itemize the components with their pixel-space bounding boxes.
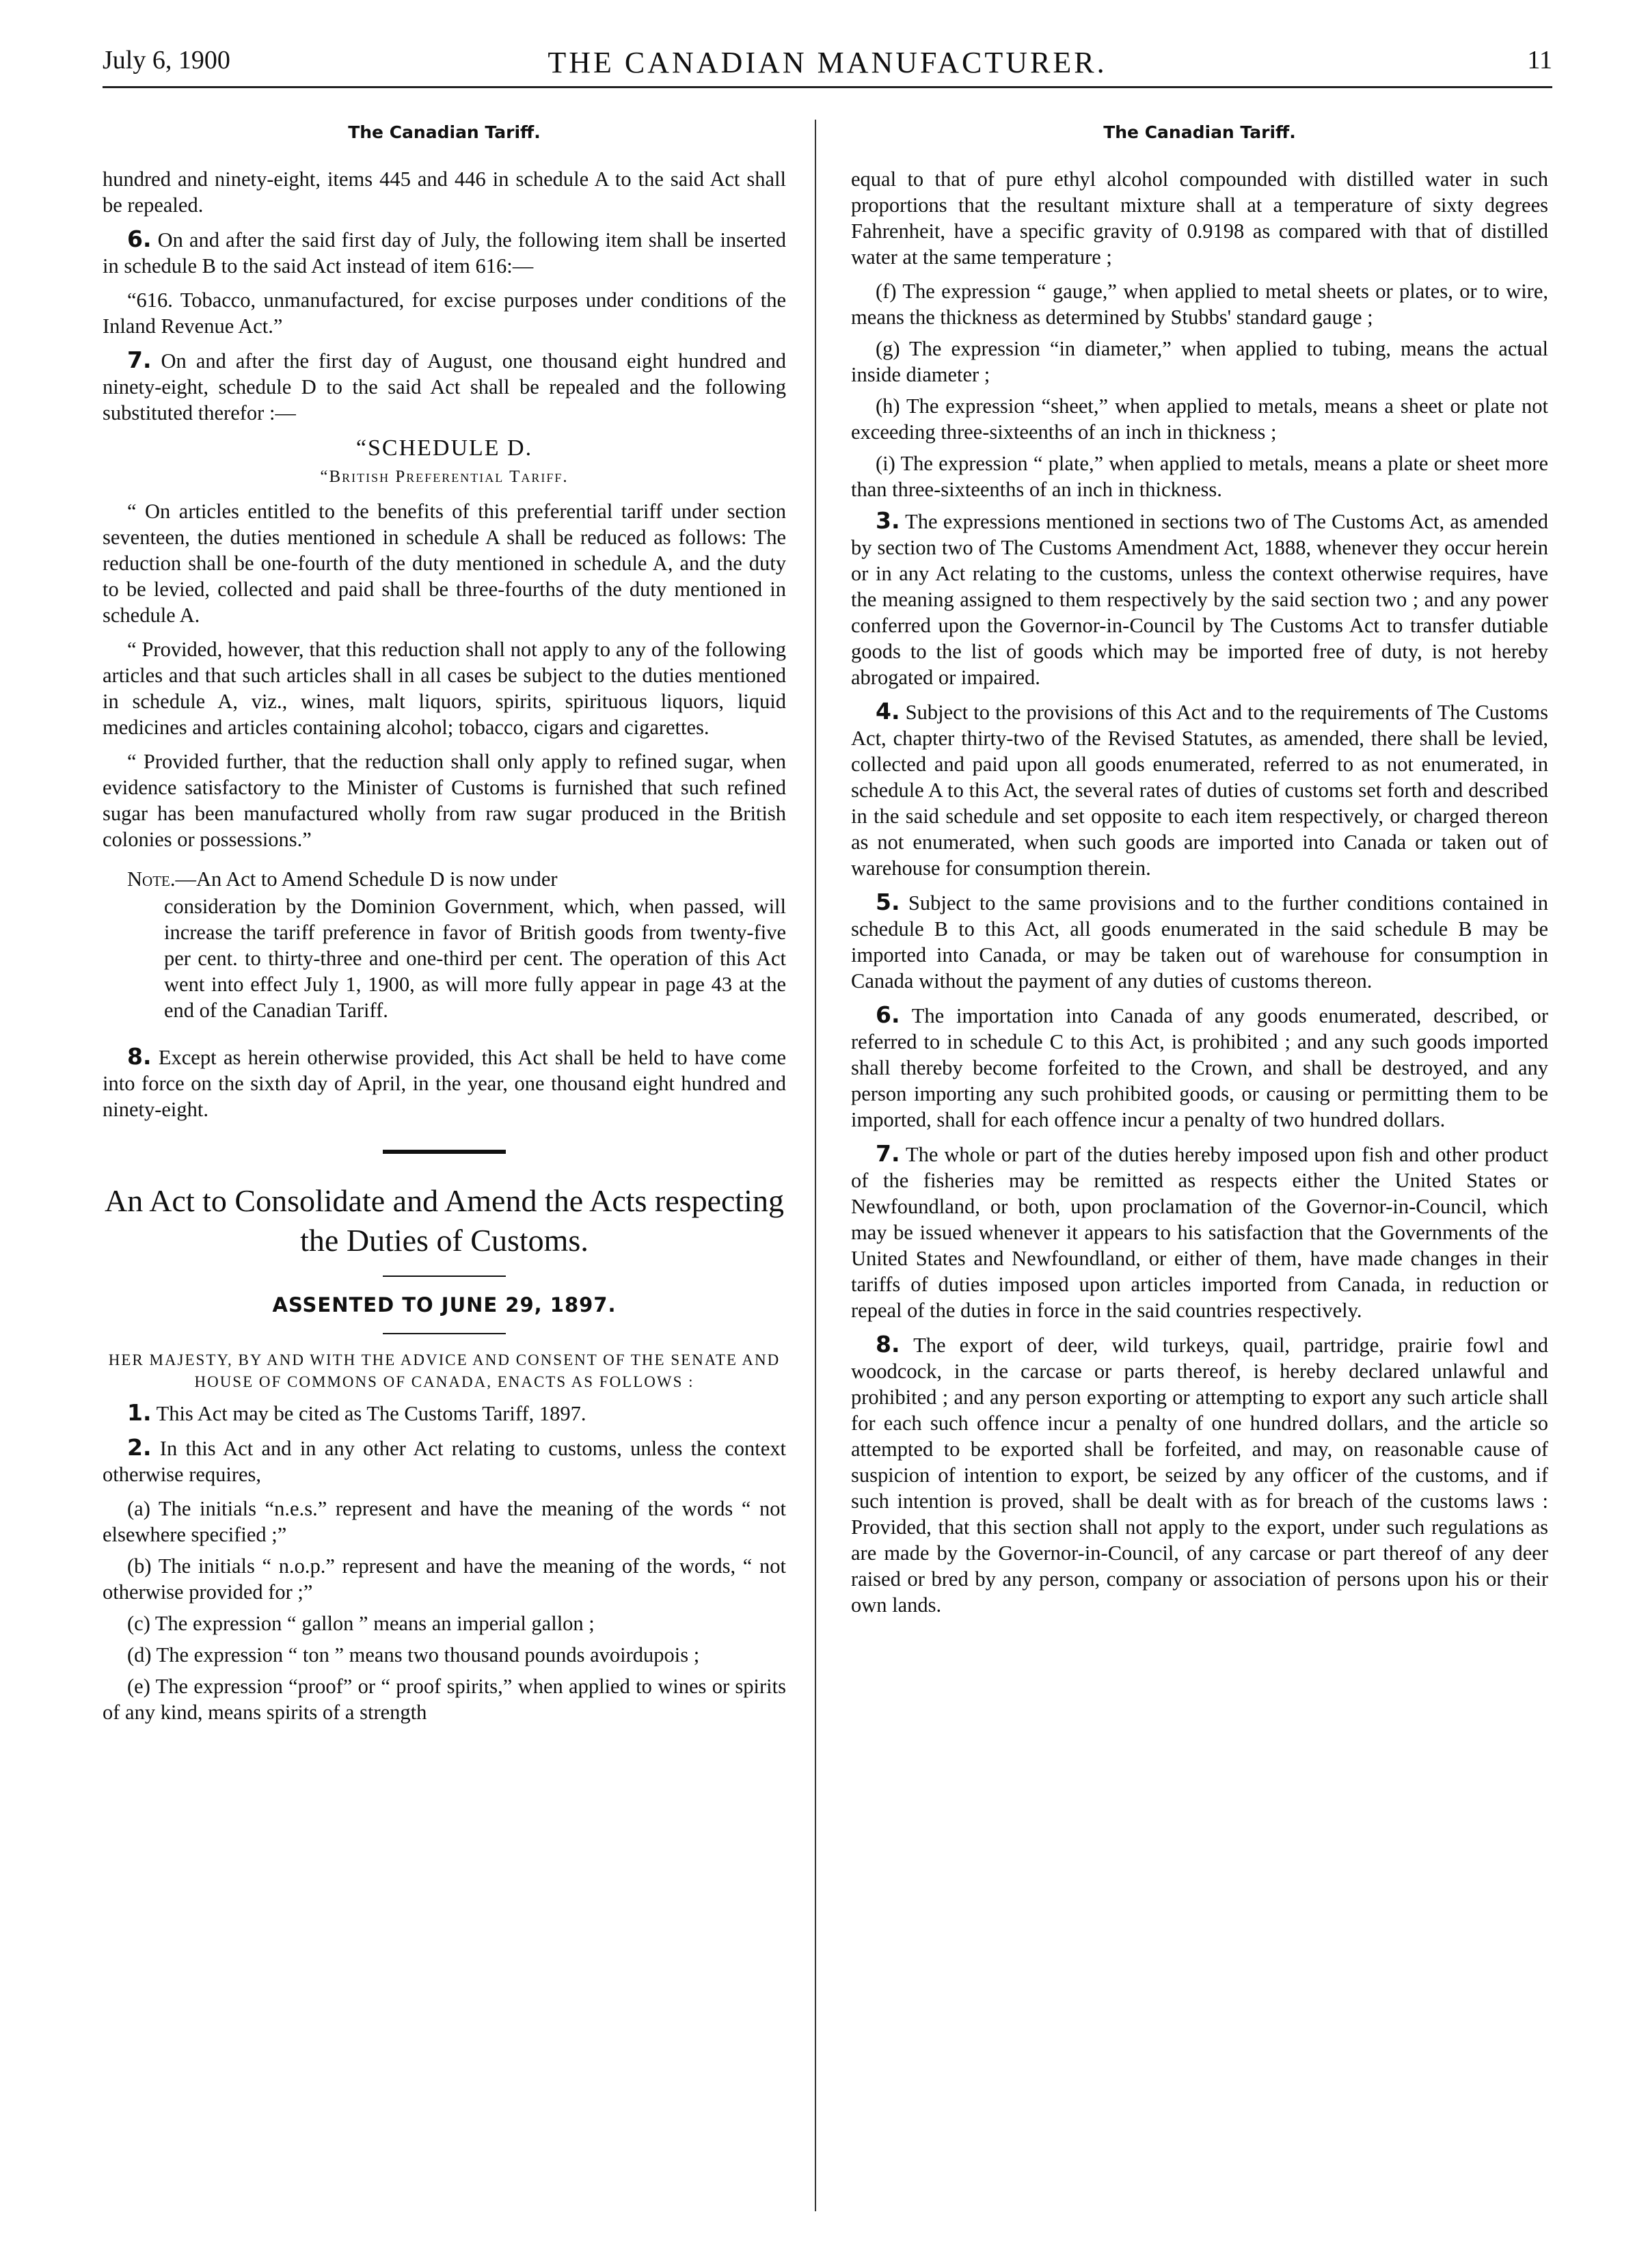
section-number: 7. bbox=[876, 1140, 900, 1167]
section-number: 3. bbox=[876, 507, 900, 534]
section-text: The expressions mentioned in sections two of The Customs Act, as amended by section two of The Customs Amendment Act, 1888, whenever they occur herein or in any Act relating to the customs, unless the context otherwise requires, have the meaning assigned to them respectively by the said section two ; and any power conferred upon the Governor-in-Council by The Customs Act to transfer dutiable goods to the list of goods which may be imported free of duty, is not hereby abrogated or impaired. bbox=[851, 510, 1548, 689]
section-text: The export of deer, wild turkeys, quail, partridge, prairie fowl and woodcock, in the carcase or parts thereof, is hereby declared unlawful and prohibited ; and any person exporting or attempting to export any such article shall for each such offence incur a penalty of one hundred dollars, and the article so attempted to be exported shall be forfeited, and may, on reasonable cause of suspicion of intention to export, be seized by any officer of the customs, and if such intention is proved, shall be dealt with as for breach of the customs laws : Provided, that this section shall not apply to the export, under such regulations as are made by the Governor-in-Council, of any carcase or part thereof of any deer raised or bred by any person, company or association of persons upon his or their own lands. bbox=[851, 1334, 1548, 1617]
section-7-paragraph bbox=[851, 1141, 1548, 1323]
definition-h: (h) The expression “sheet,” when applied to metals, means a sheet or plate not exceeding three-sixteenths of an inch in thickness ; bbox=[851, 394, 1548, 444]
definition-a: (a) The initials “n.e.s.” represent and have the meaning of the words “ not elsewhere specified ;” bbox=[103, 1497, 786, 1546]
section-1-paragraph bbox=[103, 1400, 786, 1427]
section-number: 1. bbox=[127, 1399, 152, 1426]
section-text: On and after the first day of August, one thousand eight hundred and ninety-eight, schedule D to the said Act shall be repealed and the following substituted therefor :— bbox=[103, 349, 786, 424]
schedule-subtitle: “British Preferential Tariff. bbox=[320, 468, 569, 486]
note-first-line: —An Act to Amend Schedule D is now under bbox=[175, 867, 558, 891]
masthead bbox=[103, 45, 1552, 88]
definition-b: (b) The initials “ n.o.p.” represent and have the meaning of the words, “ not otherwise provided for ;” bbox=[103, 1554, 786, 1604]
section-number: 4. bbox=[876, 698, 900, 725]
section-5-paragraph bbox=[851, 889, 1548, 994]
section-2-paragraph bbox=[103, 1435, 786, 1487]
section-8-paragraph bbox=[103, 1044, 786, 1122]
definition-c: (c) The expression “ gallon ” means an imperial gallon ; bbox=[127, 1612, 595, 1635]
definition-g: (g) The expression “in diameter,” when applied to tubing, means the actual inside diameter ; bbox=[851, 337, 1548, 386]
section-text: Except as herein otherwise provided, this Act shall be held to have come into force on the sixth day of April, in the year, one thousand eight hundred and ninety-eight. bbox=[103, 1046, 787, 1121]
issue-date: July 6, 1900 bbox=[103, 46, 230, 75]
section-number: 6. bbox=[876, 1001, 900, 1028]
column-divider bbox=[815, 120, 816, 2211]
section-text: Subject to the same provisions and to the further conditions contained in schedule B to this Act, all goods enumerated in the said schedule B may be imported into Canada, or may be taken out of warehouse for consumption in Canada without the payment of any duties of customs thereon. bbox=[851, 891, 1549, 993]
act-title: An Act to Consolidate and Amend the Acts respecting the Duties of Customs. bbox=[105, 1183, 784, 1258]
section-3-paragraph bbox=[851, 508, 1548, 690]
running-head-left: The Canadian Tariff. bbox=[348, 122, 541, 142]
section-text: Subject to the provisions of this Act and to the requirements of The Customs Act, chapter thirty-two of the Revised Statutes, as amended, there shall be levied, collected and paid upon all goods enumerated, referred to as not enumerated, in schedule A to this Act, the several rates of duties of customs set forth and described in the said schedule and set opposite to each item respectively, or charged thereon as not enumerated, when such goods are imported into Canada or taken out of warehouse for consumption therein. bbox=[851, 701, 1549, 880]
definition-d: (d) The expression “ ton ” means two thousand pounds avoirdupois ; bbox=[127, 1643, 700, 1666]
section-number: 8. bbox=[876, 1331, 900, 1358]
section-text: This Act may be cited as The Customs Tariff, 1897. bbox=[156, 1402, 586, 1425]
section-number: 2. bbox=[127, 1434, 152, 1461]
section-6-paragraph bbox=[851, 1002, 1548, 1133]
section-7-paragraph bbox=[103, 347, 786, 426]
newspaper-title: THE CANADIAN MANUFACTURER. bbox=[548, 46, 1107, 79]
schedule-paragraph: “ Provided further, that the reduction shall only apply to refined sugar, when evidence satisfactory to the Minister of Customs is furnished that such refined sugar has been manufactured wholly from raw sugar produced in the British colonies or possessions.” bbox=[103, 750, 786, 851]
section-number: 7. bbox=[127, 347, 152, 373]
running-head-right: The Canadian Tariff. bbox=[1103, 122, 1296, 142]
enacting-clause: HER MAJESTY, BY AND WITH THE ADVICE AND CONSENT OF THE SENATE AND HOUSE OF COMMONS OF CANADA, ENACTS AS FOLLOWS : bbox=[108, 1351, 781, 1390]
section-4-paragraph bbox=[851, 699, 1548, 881]
section-text: In this Act and in any other Act relating to customs, unless the context otherwise requires, bbox=[103, 1437, 786, 1486]
section-text: The whole or part of the duties hereby imposed upon fish and other product of the fisheries may be remitted as respects either the United States or Newfoundland, or both, upon proclamation of the Governor-in-Council, which may be issued whenever it appears to his satisfaction that the Governments of the United States and Newfoundland, or either of them, have made changes in their tariffs of duties imposed upon articles imported from Canada, in reduction or repeal of the duties in force in the said countries respectively. bbox=[851, 1143, 1548, 1322]
page-number: 11 bbox=[1527, 46, 1552, 75]
note-label: Note. bbox=[127, 867, 176, 891]
paragraph: hundred and ninety-eight, items 445 and 446 in schedule A to the said Act shall be repealed. bbox=[103, 167, 786, 217]
section-number: 8. bbox=[127, 1043, 152, 1070]
separator-rule bbox=[383, 1333, 506, 1334]
right-column bbox=[851, 120, 1548, 1626]
schedule-title: “SCHEDULE D. bbox=[355, 435, 533, 461]
definition-i: (i) The expression “ plate,” when applied to metals, means a plate or sheet more than three-sixteenths of an inch in thickness. bbox=[851, 452, 1548, 501]
assented-line: ASSENTED TO JUNE 29, 1897. bbox=[272, 1293, 617, 1317]
note-body: consideration by the Dominion Government, which, when passed, will increase the tariff preference in favor of British goods from twenty-five per cent. to thirty-three and one-third per cent. The operation of this Act went into effect July 1, 1900, as will more fully appear in page 43 at the end of the Canadian Tariff. bbox=[164, 895, 786, 1022]
schedule-paragraph: “ On articles entitled to the benefits of this preferential tariff under section seventeen, the duties mentioned in schedule A shall be reduced as follows: The reduction shall be one-fourth of the duty mentioned in schedule A, and the duty to be levied, collected and paid shall be three-fourths of the duty mentioned in schedule A. bbox=[103, 500, 786, 627]
section-8-paragraph bbox=[851, 1332, 1548, 1618]
paragraph: equal to that of pure ethyl alcohol compounded with distilled water in such proportions that the resultant mixture shall at a temperature of sixty degrees Fahrenheit, have a specific gravity of 0.9198 as compared with that of distilled water at the same temperature ; bbox=[851, 167, 1548, 269]
schedule-paragraph: “ Provided, however, that this reduction shall not apply to any of the following articles and that such articles shall in all cases be subject to the duties mentioned in schedule A, viz., wines, malt liquors, spirits, spirituous liquors, liquid medicines and articles containing alcohol; tobacco, cigars and cigarettes. bbox=[103, 638, 786, 739]
left-column bbox=[103, 120, 786, 1731]
section-number: 5. bbox=[876, 889, 900, 915]
section-number: 6. bbox=[127, 226, 152, 252]
section-6-paragraph bbox=[103, 226, 786, 279]
editor-note bbox=[103, 866, 786, 1023]
separator-rule bbox=[383, 1275, 506, 1277]
section-text: The importation into Canada of any goods enumerated, described, or referred to in schedule C to this Act, is prohibited ; and any such goods imported shall thereby become forfeited to the Crown, and shall be destroyed, and any person importing any such prohibited goods, or causing or permitting them to be imported, shall for each offence incur a penalty of two hundred dollars. bbox=[851, 1004, 1548, 1131]
definition-f: (f) The expression “ gauge,” when applied to metal sheets or plates, or to wire, means the thickness as determined by Stubbs' standard gauge ; bbox=[851, 280, 1548, 329]
definition-e: (e) The expression “proof” or “ proof spirits,” when applied to wines or spirits of any kind, means spirits of a strength bbox=[103, 1675, 786, 1724]
item-616-paragraph: “616. Tobacco, unmanufactured, for excise purposes under conditions of the Inland Revenue Act.” bbox=[103, 288, 786, 338]
separator-rule bbox=[383, 1150, 506, 1154]
section-text: On and after the said first day of July, the following item shall be inserted in schedule B to the said Act instead of item 616:— bbox=[103, 228, 786, 278]
